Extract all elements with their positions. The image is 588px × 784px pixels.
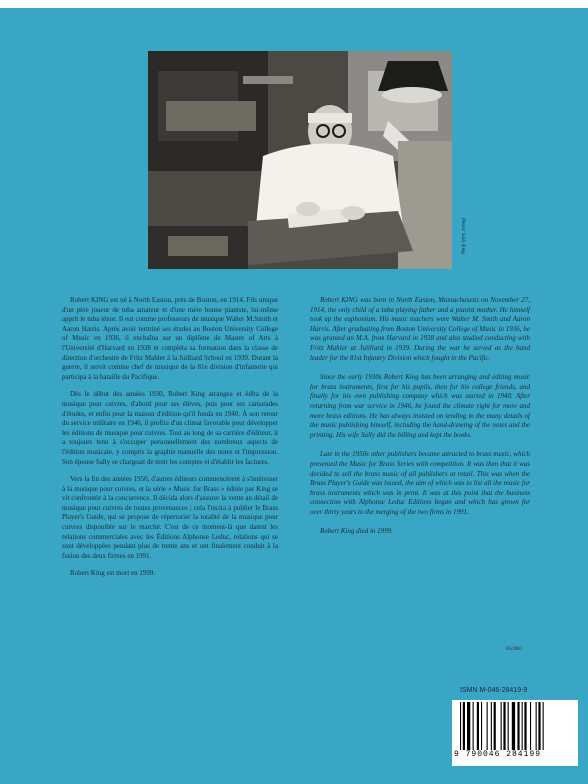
english-paragraph: Since the early 1930s Robert King has been arranging and editing music for brass instruments, first for his pupils, then for his college friends, and finally for his own publishing company which was started in 1940. After returning from war service in 1946, he found the climate right for more and more brass editions. He has always insisted on tending to the many details of the music publishing himself, including the hand-drawing of the notes and the printing. His wife Sally did the billing and kept the books. <box>310 373 530 439</box>
barcode-bars <box>460 702 570 750</box>
top-border <box>0 0 588 8</box>
print-code: 05/2001 <box>506 647 523 652</box>
photo-credit: Photo: Sally King <box>460 218 465 254</box>
photo-illustration <box>148 51 452 269</box>
portrait-photo <box>148 51 452 269</box>
french-paragraph: Robert KING est né à North Easton, près de Boston, en 1914. Fils unique d'un père joueur de tuba amateur et d'une mère bonne pianiste, lui-même apprit le tuba ténor. Il eut comme professeurs de musique Walter M.Smith et Aaron Harris. Après avoir terminé ses études au Boston University College of Music en 1936, il enchaîna sur un diplôme de Master of Arts à l'Université d'Harvard en 1938 et compléta sa formation dans la classe de direction d'orchestre de Fritz Mahler à la Juilliard School en 1939. Durant la guerre, il servit comme chef de musique de la 81e division d'infanterie qui participa à la bataille du Pacifique. <box>62 296 278 381</box>
ismn-number: ISMN M-046-28419-9 <box>460 687 528 694</box>
english-paragraph: Late in the 1950s other publishers became attracted to brass music, which presented the Music for Brass Series with competition. It was then that it was decided to sell the brass music of all publishers at retail. This was when the Brass Player's Guide was issued, the aim of which was to list all the music for brass instruments which was in print. It was at this point that the business connection with Alphonse Leduc Editions began and which has grown for over thirty years to the merging of the two firms in 1991. <box>310 450 530 516</box>
french-biography <box>62 296 278 587</box>
french-paragraph: Vers la fin des années 1950, d'autres éditeurs commencèrent à s'intéresser à la musique pour cuivres, et la série « Music for Brass » éditée par King se vit confrontée à la concurrence. Il décida alors d'assurer la vente au détail de musique pour cuivres de toutes provenances ; cela l'incita à publier le Brass Player's Guide, qui se propose de répertorier la totalité de la musique pour cuivres disponible sur le marché. C'est de ce moment-là que datent les relations commerciales avec les Éditions Alphonse Leduc, relations qui se sont développées pendant plus de trente ans et ont finalement conduit à la fusion des deux firmes en 1991. <box>62 475 278 560</box>
barcode-digits: 9 790046 284199 <box>454 750 542 759</box>
french-paragraph: Robert King est mort en 1999. <box>70 569 156 578</box>
english-biography <box>310 296 530 547</box>
english-paragraph: Robert KING was born in North Easton, Massachusetts on November 27, 1914, the only child of a tuba playing father and a pianist mother. He himself took up the euphonium. His music teachers were Walter M. Smith and Aaron Harris. After graduating from Boston University College of Music in 1936, he was granted an M.A. from Harvard in 1938 and also studied conducting with Fritz Mahler at Juilliard in 1939. During the war he served as the band leader for the 81st Infantry Division which fought in the Pacific. <box>310 296 530 362</box>
french-paragraph: Dès le début des années 1930, Robert King arrangea et édita de la musique pour cuivres, d'abord pour ses élèves, puis pour ses camarades d'études, et enfin pour la maison d'édition qu'il fonda en 1940. À son retour du service militaire en 1946, il profita d'un climat favorable pour développer les éditions de musique pour cuivres. Tout au long de sa carrière d'éditeur, il a toujours tenu à s'occuper personnellement des nombreux aspects de l'édition musicale, y compris la graphie manuelle des notes et l'impression. Son épouse Sally se chargeait de tenir les comptes et d'établir les factures. <box>62 390 278 466</box>
barcode <box>452 700 578 766</box>
english-paragraph: Robert King died in 1999. <box>320 527 393 536</box>
